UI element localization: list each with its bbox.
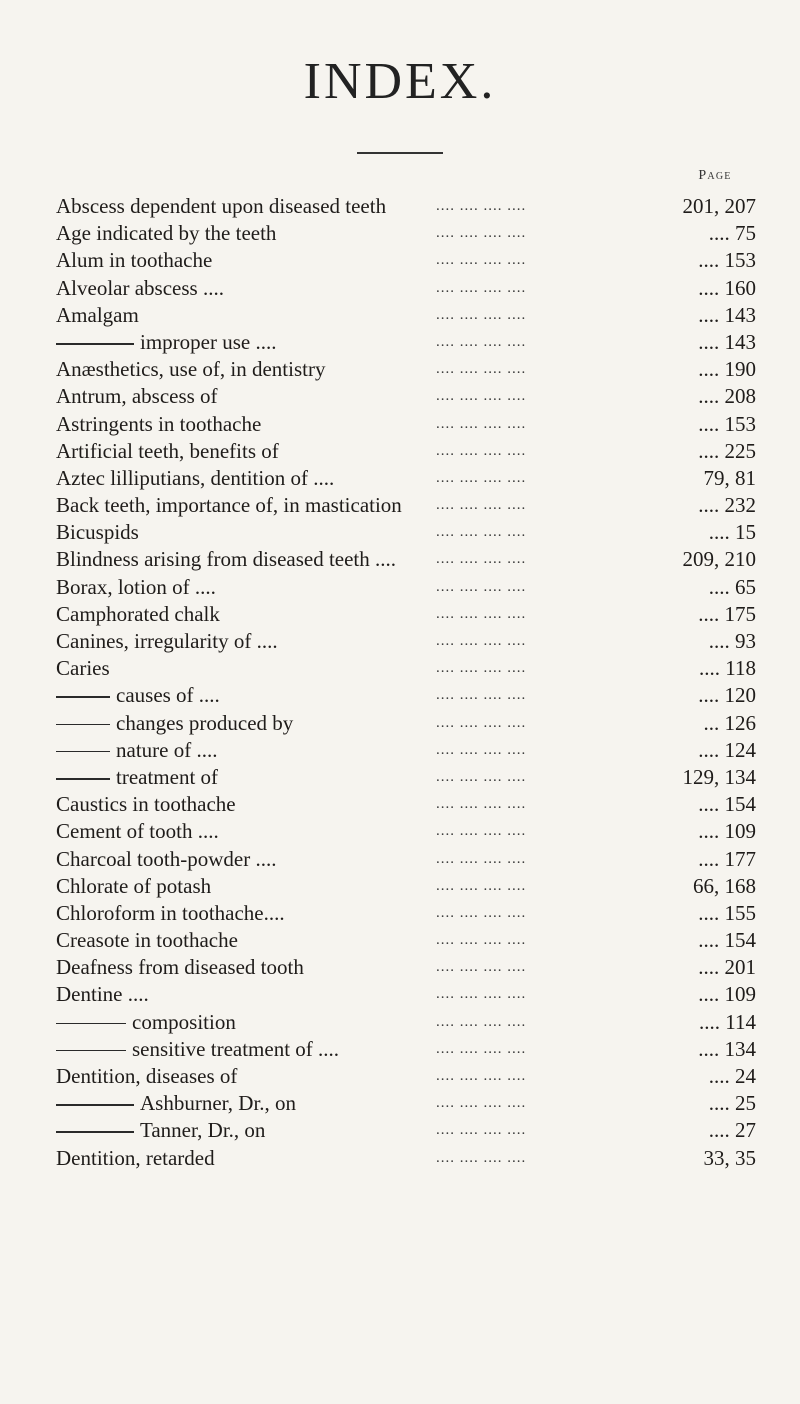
index-term: Caries bbox=[56, 656, 110, 681]
index-entry bbox=[56, 1036, 756, 1063]
page-number: 129, 134 bbox=[682, 764, 756, 789]
repeat-dash bbox=[56, 751, 110, 753]
index-entry bbox=[56, 220, 756, 247]
dot-leader: .... .... .... .... bbox=[436, 1013, 527, 1030]
page-number: .... 175 bbox=[698, 601, 756, 626]
dot-leader: .... .... .... .... bbox=[436, 333, 527, 350]
index-term: Canines, irregularity of .... bbox=[56, 629, 278, 653]
index-term: Borax, lotion of .... bbox=[56, 574, 216, 599]
dot-leader: .... .... .... .... bbox=[436, 796, 527, 813]
page-number: .... 201 bbox=[698, 955, 756, 980]
dot-leader: .... .... .... .... bbox=[436, 524, 527, 541]
page-number: .... 177 bbox=[698, 846, 756, 871]
page-number: .... 143 bbox=[698, 329, 756, 354]
page-number: .... 24 bbox=[708, 1064, 756, 1088]
page-number: .... 27 bbox=[708, 1118, 756, 1143]
index-term: Back teeth, importance of, in mastication bbox=[56, 493, 402, 518]
page-number: 66, 168 bbox=[693, 873, 756, 898]
page-number: .... 154 bbox=[698, 792, 756, 817]
index-entry bbox=[56, 383, 756, 410]
index-entry bbox=[56, 275, 756, 302]
index-entry bbox=[56, 574, 756, 601]
index-entry bbox=[56, 492, 756, 519]
index-entry bbox=[56, 193, 756, 220]
index-entry bbox=[56, 302, 756, 329]
dot-leader: .... .... .... .... bbox=[436, 306, 527, 323]
index-entry bbox=[56, 764, 756, 791]
index-term: treatment of bbox=[116, 764, 219, 789]
index-entry bbox=[56, 710, 756, 737]
index-term: Dentine .... bbox=[56, 982, 149, 1007]
dot-leader: .... .... .... .... bbox=[436, 986, 527, 1003]
index-entry bbox=[56, 1009, 756, 1036]
page-number: .... 208 bbox=[698, 384, 756, 409]
index-entry bbox=[56, 1117, 756, 1144]
dot-leader: .... .... .... .... bbox=[436, 578, 527, 595]
dot-leader: .... .... .... .... bbox=[436, 497, 527, 514]
page-number: .... 143 bbox=[698, 302, 756, 327]
dot-leader: .... .... .... .... bbox=[436, 1095, 527, 1112]
index-entry bbox=[56, 247, 756, 274]
page-number: .... 25 bbox=[708, 1091, 756, 1116]
page-number: 79, 81 bbox=[703, 465, 756, 490]
index-entry bbox=[56, 1090, 756, 1117]
dot-leader: .... .... .... .... bbox=[436, 1122, 527, 1139]
page-number: 209, 210 bbox=[682, 547, 756, 572]
dot-leader: .... .... .... .... bbox=[436, 415, 527, 432]
dot-leader: .... .... .... .... bbox=[436, 361, 527, 378]
dot-leader: .... .... .... .... bbox=[436, 469, 527, 486]
index-entry bbox=[56, 900, 756, 927]
repeat-dash bbox=[56, 1050, 126, 1052]
dot-leader: .... .... .... .... bbox=[436, 741, 527, 758]
index-term: Ashburner, Dr., on bbox=[140, 1091, 297, 1116]
title-rule bbox=[357, 152, 443, 154]
dot-leader: .... .... .... .... bbox=[436, 714, 527, 731]
dot-leader: .... .... .... .... bbox=[436, 768, 527, 785]
index-term: Caustics in toothache bbox=[56, 792, 236, 817]
index-term: Dentition, diseases of bbox=[56, 1064, 238, 1088]
index-entry bbox=[56, 791, 756, 818]
dot-leader: .... .... .... .... bbox=[436, 1040, 527, 1057]
index-term: Antrum, abscess of bbox=[56, 384, 218, 409]
page-number: .... 153 bbox=[698, 411, 756, 436]
index-entry bbox=[56, 873, 756, 900]
index-entry bbox=[56, 438, 756, 465]
index-term: Creasote in toothache bbox=[56, 928, 238, 953]
page-number: .... 114 bbox=[699, 1009, 756, 1034]
page-column-header: Page bbox=[698, 168, 732, 183]
index-entry bbox=[56, 1063, 756, 1090]
page-number: .... 153 bbox=[698, 248, 756, 273]
dot-leader: .... .... .... .... bbox=[436, 605, 527, 622]
index-term: causes of .... bbox=[116, 683, 220, 708]
index-entry bbox=[56, 356, 756, 383]
dot-leader: .... .... .... .... bbox=[436, 442, 527, 459]
page-number: .... 75 bbox=[708, 221, 756, 246]
index-term: Alveolar abscess .... bbox=[56, 275, 224, 300]
index-term: nature of .... bbox=[116, 737, 218, 762]
index-term: Bicuspids bbox=[56, 520, 139, 545]
index-entry bbox=[56, 954, 756, 981]
index-entry bbox=[56, 601, 756, 628]
index-term: Chloroform in toothache.... bbox=[56, 900, 285, 925]
page-number: .... 154 bbox=[698, 928, 756, 953]
page-number: .... 134 bbox=[698, 1036, 756, 1061]
index-term: Charcoal tooth-powder .... bbox=[56, 846, 277, 871]
dot-leader: .... .... .... .... bbox=[436, 633, 527, 649]
page-number: .... 225 bbox=[698, 438, 756, 463]
index-term: Abscess dependent upon diseased teeth bbox=[56, 194, 387, 218]
index-entry bbox=[56, 846, 756, 873]
index-entries bbox=[56, 193, 756, 1172]
dot-leader: .... .... .... .... bbox=[436, 932, 527, 949]
index-entry bbox=[56, 818, 756, 845]
index-entry bbox=[56, 519, 756, 546]
index-term: changes produced by bbox=[116, 710, 294, 735]
page-number: .... 15 bbox=[708, 520, 756, 545]
index-term: Amalgam bbox=[56, 302, 139, 327]
index-entry bbox=[56, 981, 756, 1008]
dot-leader: .... .... .... .... bbox=[436, 279, 527, 296]
index-term: Age indicated by the teeth bbox=[56, 221, 277, 246]
repeat-dash bbox=[56, 1104, 134, 1106]
dot-leader: .... .... .... .... bbox=[436, 687, 527, 704]
page-number: .... 118 bbox=[699, 656, 756, 681]
page-number: .... 65 bbox=[708, 574, 756, 599]
page-number: .... 160 bbox=[698, 275, 756, 300]
repeat-dash bbox=[56, 724, 110, 726]
page-number: .... 93 bbox=[708, 629, 756, 653]
repeat-dash bbox=[56, 1131, 134, 1133]
dot-leader: .... .... .... .... bbox=[436, 660, 527, 677]
page-number: .... 109 bbox=[698, 982, 756, 1007]
index-term: composition bbox=[132, 1009, 236, 1034]
page-number: .... 190 bbox=[698, 357, 756, 382]
dot-leader: .... .... .... .... bbox=[436, 959, 527, 976]
dot-leader: .... .... .... .... bbox=[436, 198, 527, 214]
repeat-dash bbox=[56, 1023, 126, 1025]
index-entry bbox=[56, 682, 756, 709]
index-term: Camphorated chalk bbox=[56, 601, 220, 626]
dot-leader: .... .... .... .... bbox=[436, 225, 527, 242]
page-number: 33, 35 bbox=[703, 1145, 756, 1170]
index-term: Cement of tooth .... bbox=[56, 819, 219, 844]
dot-leader: .... .... .... .... bbox=[436, 551, 527, 568]
page-number: 201, 207 bbox=[682, 194, 756, 218]
page-number: .... 124 bbox=[698, 737, 756, 762]
dot-leader: .... .... .... .... bbox=[436, 823, 527, 840]
repeat-dash bbox=[56, 343, 134, 345]
index-term: Tanner, Dr., on bbox=[140, 1118, 266, 1143]
index-entry bbox=[56, 655, 756, 682]
index-term: Deafness from diseased tooth bbox=[56, 955, 304, 980]
index-entry bbox=[56, 465, 756, 492]
dot-leader: .... .... .... .... bbox=[436, 1149, 527, 1166]
index-term: Aztec lilliputians, dentition of .... bbox=[56, 465, 335, 490]
page-number: .... 155 bbox=[698, 900, 756, 925]
index-term: Blindness arising from diseased teeth .... bbox=[56, 547, 397, 572]
index-entry bbox=[56, 628, 756, 655]
repeat-dash bbox=[56, 696, 110, 698]
index-term: Astringents in toothache bbox=[56, 411, 262, 436]
dot-leader: .... .... .... .... bbox=[436, 252, 527, 269]
index-term: Artificial teeth, benefits of bbox=[56, 438, 279, 463]
index-entry bbox=[56, 1145, 756, 1172]
dot-leader: .... .... .... .... bbox=[436, 904, 527, 921]
index-term: Dentition, retarded bbox=[56, 1145, 215, 1170]
dot-leader: .... .... .... .... bbox=[436, 1068, 527, 1084]
page-number: ... 126 bbox=[703, 710, 756, 735]
dot-leader: .... .... .... .... bbox=[436, 850, 527, 867]
index-term: Anæsthetics, use of, in dentistry bbox=[56, 357, 326, 382]
page-number: .... 109 bbox=[698, 819, 756, 844]
index-entry bbox=[56, 737, 756, 764]
index-term: sensitive treatment of .... bbox=[132, 1036, 340, 1061]
dot-leader: .... .... .... .... bbox=[436, 877, 527, 894]
index-entry bbox=[56, 411, 756, 438]
index-term: Chlorate of potash bbox=[56, 873, 212, 898]
repeat-dash bbox=[56, 778, 110, 780]
page-number: .... 232 bbox=[698, 493, 756, 518]
index-entry bbox=[56, 329, 756, 356]
index-title: INDEX. bbox=[303, 53, 497, 110]
index-term: improper use .... bbox=[140, 329, 277, 354]
index-term: Alum in toothache bbox=[56, 248, 213, 273]
index-entry bbox=[56, 927, 756, 954]
index-entry bbox=[56, 546, 756, 573]
dot-leader: .... .... .... .... bbox=[436, 388, 527, 405]
page-number: .... 120 bbox=[698, 683, 756, 708]
